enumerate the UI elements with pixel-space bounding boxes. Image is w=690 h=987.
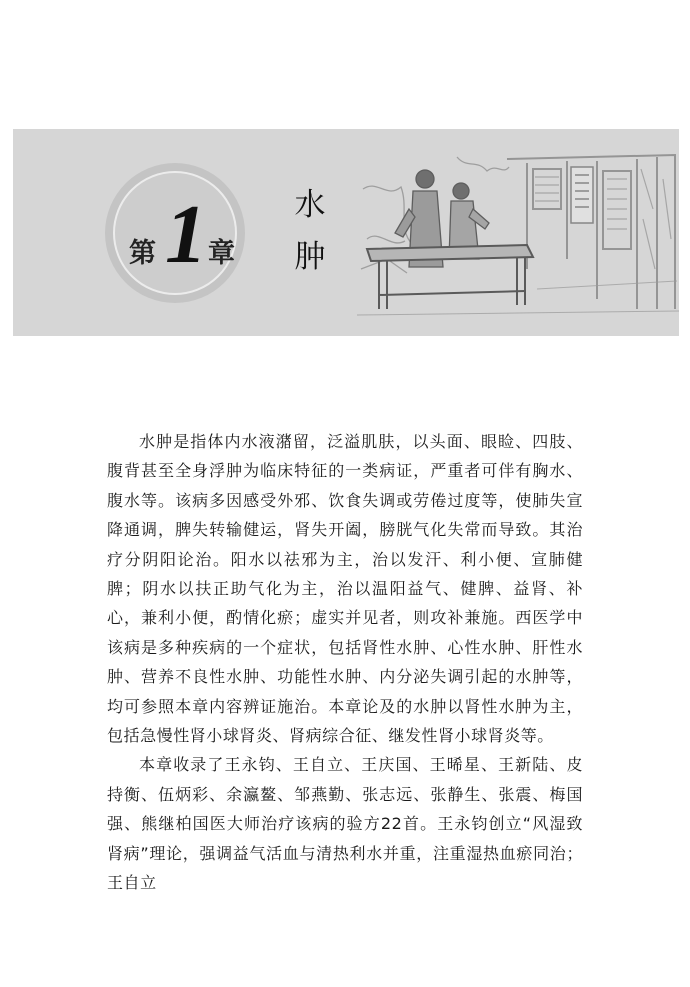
chapter-title bbox=[292, 179, 328, 283]
chapter-illustration bbox=[357, 149, 679, 321]
chapter-body bbox=[107, 427, 583, 898]
body-paragraph: 水肿是指体内水液潴留，泛溢肌肤，以头面、眼睑、四肢、腹背甚至全身浮肿为临床特征的一类病证，严重者可伴有胸水、腹水等。该病多因感受外邪、饮食失调或劳倦过度等，使肺失宣降通调，脾失转输健运，肾失开阖，膀胱气化失常而导致。其治疗分阴阳论治。阳水以祛邪为主，治以发汗、利小便、宣肺健脾；阴水以扶正助气化为主，治以温阳益气、健脾、益肾、补心，兼利小便，酌情化瘀；虚实并见者，则攻补兼施。西医学中该病是多种疾病的一个症状，包括肾性水肿、心性水肿、肝性水肿、营养不良性水肿、功能性水肿、内分泌失调引起的水肿等，均可参照本章内容辨证施治。本章论及的水肿以肾性水肿为主，包括急慢性肾小球肾炎、肾病综合征、继发性肾小球肾炎等。 bbox=[107, 432, 583, 746]
chapter-title-char: 肿 bbox=[294, 239, 326, 275]
body-paragraph: 本章收录了王永钧、王自立、王庆国、王晞星、王新陆、皮持衡、伍炳彩、余瀛鳌、邹燕勤、张志远、张静生、张震、梅国强、熊继柏国医大师治疗该病的验方22首。王永钧创立“风湿致肾病”理论，强调益气活血与清热利水并重，注重湿热血瘀同治；王自立 bbox=[107, 755, 583, 893]
chapter-title-char: 水 bbox=[294, 187, 326, 223]
chapter-prefix: 第 bbox=[129, 238, 156, 269]
chapter-suffix: 章 bbox=[208, 238, 235, 269]
chapter-number: 1 bbox=[165, 188, 207, 281]
chapter-number-badge bbox=[105, 163, 245, 303]
chapter-banner bbox=[13, 129, 679, 336]
chapter-number-circle bbox=[113, 171, 237, 295]
